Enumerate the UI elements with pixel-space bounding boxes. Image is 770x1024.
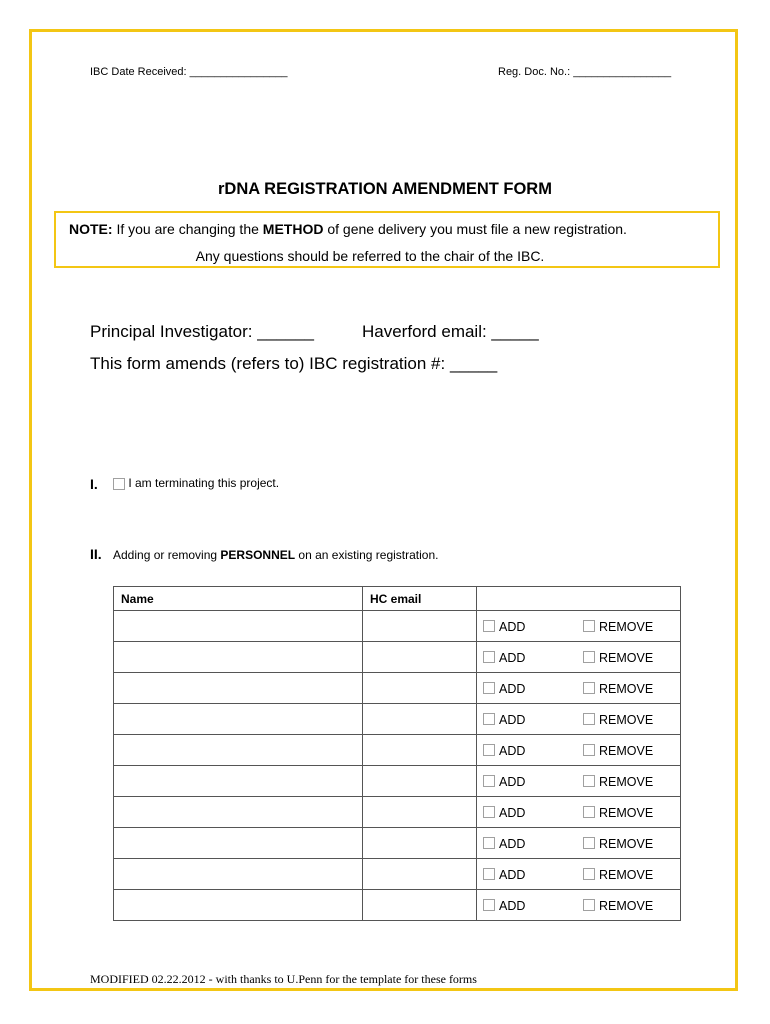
- personnel-table: [113, 586, 681, 921]
- remove-option[interactable]: [583, 775, 653, 789]
- name-cell[interactable]: [114, 828, 363, 859]
- hc-email-cell[interactable]: [363, 704, 477, 735]
- haverford-email-field[interactable]: Haverford email: _____: [362, 322, 539, 341]
- name-cell[interactable]: [114, 766, 363, 797]
- form-title: rDNA REGISTRATION AMENDMENT FORM: [218, 180, 552, 198]
- add-checkbox[interactable]: [483, 837, 495, 849]
- remove-label: REMOVE: [599, 681, 654, 696]
- remove-label: REMOVE: [599, 743, 654, 758]
- terminate-project-label: I am terminating this project.: [128, 476, 280, 490]
- add-checkbox[interactable]: [483, 682, 495, 694]
- remove-label: REMOVE: [599, 650, 654, 665]
- terminate-project-checkbox[interactable]: [113, 478, 125, 490]
- table-row: [114, 828, 681, 859]
- name-cell[interactable]: [114, 890, 363, 921]
- add-checkbox[interactable]: [483, 775, 495, 787]
- remove-option[interactable]: [583, 682, 653, 696]
- remove-checkbox[interactable]: [583, 775, 595, 787]
- add-checkbox[interactable]: [483, 651, 495, 663]
- table-row: [114, 859, 681, 890]
- name-cell[interactable]: [114, 642, 363, 673]
- add-label: ADD: [499, 743, 526, 758]
- hc-email-cell[interactable]: [363, 642, 477, 673]
- add-checkbox[interactable]: [483, 713, 495, 725]
- remove-option[interactable]: [583, 806, 653, 820]
- section-2-numeral: II.: [90, 546, 102, 562]
- remove-checkbox[interactable]: [583, 713, 595, 725]
- remove-checkbox[interactable]: [583, 620, 595, 632]
- remove-label: REMOVE: [599, 712, 654, 727]
- remove-checkbox[interactable]: [583, 837, 595, 849]
- note-text-post: of gene delivery you must file a new registration.: [323, 221, 627, 237]
- table-row: [114, 735, 681, 766]
- remove-checkbox[interactable]: [583, 651, 595, 663]
- add-label: ADD: [499, 805, 526, 820]
- section-2-personnel: PERSONNEL: [220, 548, 296, 562]
- action-cell: [477, 673, 681, 704]
- add-option[interactable]: [483, 806, 525, 820]
- action-cell: [477, 797, 681, 828]
- remove-label: REMOVE: [599, 836, 654, 851]
- remove-label: REMOVE: [599, 867, 654, 882]
- section-1-numeral: I.: [90, 476, 98, 492]
- add-label: ADD: [499, 898, 526, 913]
- remove-label: REMOVE: [599, 619, 654, 634]
- add-checkbox[interactable]: [483, 806, 495, 818]
- table-row: [114, 890, 681, 921]
- note-label: NOTE:: [69, 221, 113, 237]
- name-cell[interactable]: [114, 859, 363, 890]
- remove-checkbox[interactable]: [583, 899, 595, 911]
- add-checkbox[interactable]: [483, 868, 495, 880]
- remove-option[interactable]: [583, 868, 653, 882]
- remove-checkbox[interactable]: [583, 682, 595, 694]
- terminate-project-item[interactable]: [113, 476, 279, 490]
- add-option[interactable]: [483, 868, 525, 882]
- action-cell: [477, 642, 681, 673]
- action-cell: [477, 828, 681, 859]
- action-cell: [477, 859, 681, 890]
- add-option[interactable]: [483, 775, 525, 789]
- ibc-registration-field[interactable]: This form amends (refers to) IBC registration #: _____: [90, 354, 498, 373]
- hc-email-cell[interactable]: [363, 797, 477, 828]
- table-row: [114, 766, 681, 797]
- name-cell[interactable]: [114, 797, 363, 828]
- action-cell: [477, 611, 681, 642]
- add-checkbox[interactable]: [483, 899, 495, 911]
- table-row: [114, 611, 681, 642]
- name-cell[interactable]: [114, 704, 363, 735]
- note-text-pre: If you are changing the: [112, 221, 263, 237]
- remove-checkbox[interactable]: [583, 868, 595, 880]
- reg-doc-no: Reg. Doc. No.: ________________: [498, 66, 672, 78]
- personnel-table-body: [114, 611, 681, 921]
- ibc-date-received: IBC Date Received: ________________: [90, 66, 288, 78]
- add-option[interactable]: [483, 620, 525, 634]
- hc-email-cell[interactable]: [363, 673, 477, 704]
- add-checkbox[interactable]: [483, 620, 495, 632]
- add-label: ADD: [499, 619, 526, 634]
- remove-option[interactable]: [583, 899, 653, 913]
- section-2-text: [113, 548, 439, 562]
- header-action: [477, 587, 681, 611]
- action-cell: [477, 704, 681, 735]
- remove-label: REMOVE: [599, 774, 654, 789]
- table-row: [114, 797, 681, 828]
- table-row: [114, 642, 681, 673]
- action-cell: [477, 766, 681, 797]
- header-hc-email: HC email: [363, 587, 477, 611]
- note-method: METHOD: [262, 221, 324, 237]
- hc-email-cell[interactable]: [363, 890, 477, 921]
- add-option[interactable]: [483, 744, 525, 758]
- remove-option[interactable]: [583, 651, 653, 665]
- table-row: [114, 704, 681, 735]
- remove-checkbox[interactable]: [583, 806, 595, 818]
- remove-option[interactable]: [583, 837, 653, 851]
- section-2-text-pre: Adding or removing: [113, 548, 221, 562]
- table-row: [114, 673, 681, 704]
- add-checkbox[interactable]: [483, 744, 495, 756]
- add-label: ADD: [499, 774, 526, 789]
- name-cell[interactable]: [114, 735, 363, 766]
- section-2-text-post: on an existing registration.: [295, 548, 439, 562]
- hc-email-cell[interactable]: [363, 766, 477, 797]
- add-option[interactable]: [483, 682, 525, 696]
- add-option[interactable]: [483, 651, 525, 665]
- name-cell[interactable]: [114, 611, 363, 642]
- principal-investigator-field[interactable]: Principal Investigator: ______: [90, 322, 314, 341]
- add-option[interactable]: [483, 713, 525, 727]
- note-line-2: Any questions should be referred to the chair of the IBC.: [195, 248, 545, 264]
- action-cell: [477, 890, 681, 921]
- remove-label: REMOVE: [599, 898, 654, 913]
- remove-option[interactable]: [583, 713, 653, 727]
- hc-email-cell[interactable]: [363, 859, 477, 890]
- add-label: ADD: [499, 712, 526, 727]
- note-line-1: [69, 221, 627, 237]
- header-name: Name: [114, 587, 363, 611]
- table-header-row: [114, 587, 681, 611]
- add-option[interactable]: [483, 837, 525, 851]
- remove-option[interactable]: [583, 744, 653, 758]
- action-cell: [477, 735, 681, 766]
- remove-checkbox[interactable]: [583, 744, 595, 756]
- add-label: ADD: [499, 836, 526, 851]
- add-label: ADD: [499, 681, 526, 696]
- hc-email-cell[interactable]: [363, 735, 477, 766]
- hc-email-cell[interactable]: [363, 611, 477, 642]
- name-cell[interactable]: [114, 673, 363, 704]
- add-label: ADD: [499, 650, 526, 665]
- footer-modified: MODIFIED 02.22.2012 - with thanks to U.Penn for the template for these forms: [90, 972, 477, 986]
- remove-option[interactable]: [583, 620, 653, 634]
- remove-label: REMOVE: [599, 805, 654, 820]
- hc-email-cell[interactable]: [363, 828, 477, 859]
- add-option[interactable]: [483, 899, 525, 913]
- add-label: ADD: [499, 867, 526, 882]
